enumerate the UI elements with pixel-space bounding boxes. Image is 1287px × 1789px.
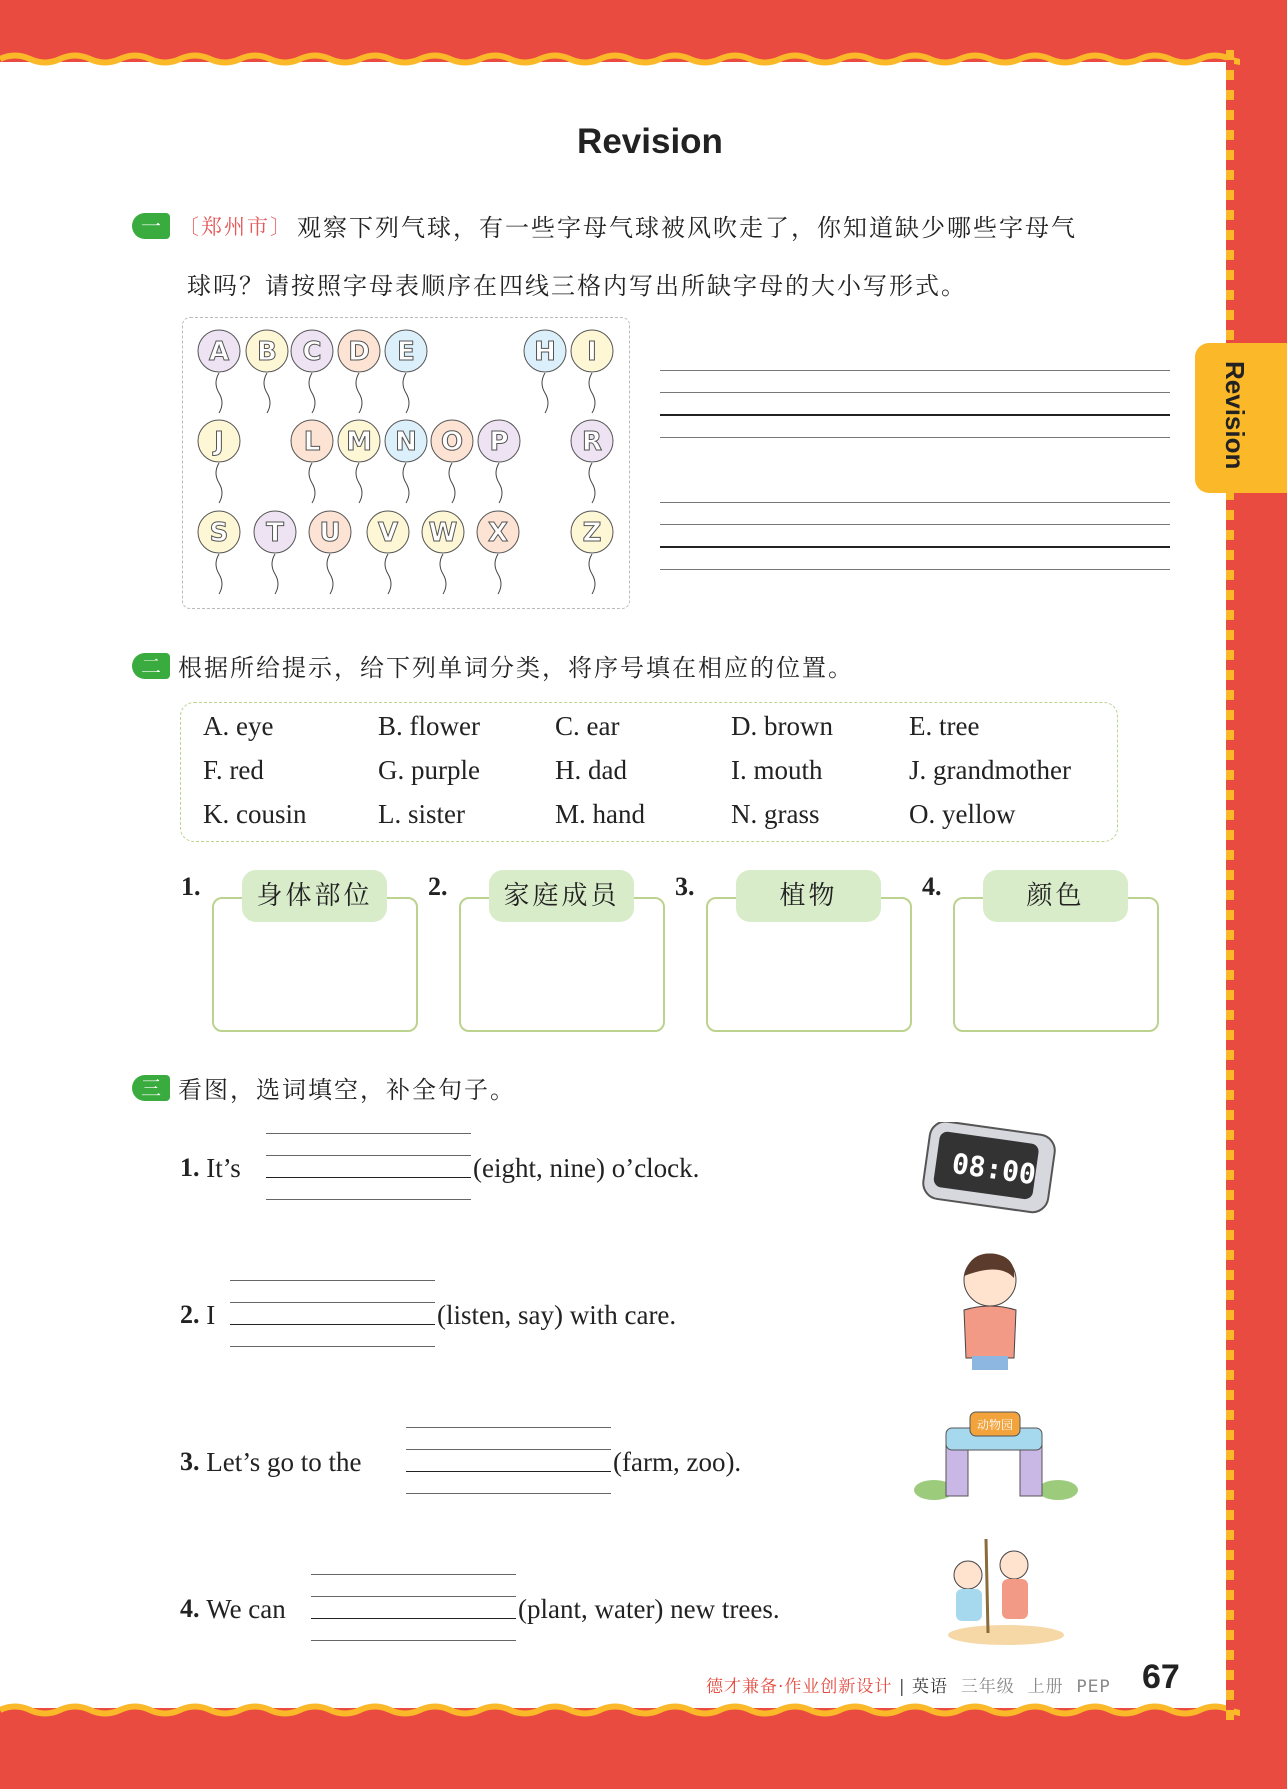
word-item: F. red xyxy=(203,755,264,785)
section-marker: 一 xyxy=(132,213,170,239)
svg-text:C: C xyxy=(302,337,322,367)
word-item: B. flower xyxy=(378,711,480,741)
svg-text:B: B xyxy=(257,337,277,367)
balloon-C xyxy=(291,330,333,413)
answer-blank[interactable] xyxy=(230,1280,435,1346)
balloon-A xyxy=(198,330,240,413)
footer-subject: 英语 xyxy=(911,1677,948,1697)
section3-heading xyxy=(132,1070,516,1105)
word-item: I. mouth xyxy=(731,755,823,785)
footer-sep: | xyxy=(898,1677,906,1697)
category-label: 身体部位 xyxy=(242,870,387,922)
right-wave-border xyxy=(1226,50,1234,1720)
category-label: 家庭成员 xyxy=(489,870,634,922)
page-title: Revision xyxy=(577,122,723,161)
word-item: A. eye xyxy=(203,711,274,741)
balloon-I xyxy=(571,330,613,413)
sentence-3 xyxy=(180,1447,361,1478)
answer-blank[interactable] xyxy=(311,1574,516,1640)
footer-grade: 三年级 xyxy=(960,1677,1015,1697)
word-item: J. grandmother xyxy=(909,755,1071,785)
answer-blank[interactable] xyxy=(266,1133,471,1199)
svg-text:X: X xyxy=(487,518,509,548)
balloon-R xyxy=(571,420,613,503)
svg-text:H: H xyxy=(534,337,556,367)
word-item: G. purple xyxy=(378,755,480,785)
sentence-start: Let’s go to the xyxy=(206,1447,362,1477)
svg-text:A: A xyxy=(208,337,230,367)
instruction-line1: 观察下列气球，有一些字母气球被风吹走了，你知道缺少哪些字母气 xyxy=(297,214,1077,242)
writing-lines-1[interactable] xyxy=(660,370,1170,459)
balloon-P xyxy=(478,420,520,503)
instruction: 根据所给提示，给下列单词分类，将序号填在相应的位置。 xyxy=(178,654,854,682)
word-item: O. yellow xyxy=(909,799,1016,829)
sentence-4 xyxy=(180,1594,286,1625)
svg-text:I: I xyxy=(587,337,597,367)
sentence-end: (listen, say) with care. xyxy=(437,1300,677,1330)
svg-text:S: S xyxy=(209,518,229,548)
balloon-X xyxy=(477,511,519,594)
sentence-start: I xyxy=(206,1300,216,1330)
footer-edition: PEP xyxy=(1076,1677,1111,1697)
sentence-start: We can xyxy=(206,1594,286,1624)
category-number: 2. xyxy=(428,872,448,901)
balloon-L xyxy=(291,420,333,503)
category-number: 4. xyxy=(922,872,942,901)
item-number: 1. xyxy=(180,1153,200,1182)
section-marker: 二 xyxy=(132,653,170,679)
word-item: M. hand xyxy=(555,799,645,829)
word-item: N. grass xyxy=(731,799,820,829)
side-tab-label: Revision xyxy=(1220,361,1250,470)
svg-text:V: V xyxy=(377,518,399,548)
sentence-end: (farm, zoo). xyxy=(613,1447,742,1477)
children-planting-image xyxy=(944,1535,1070,1647)
balloon-Z xyxy=(571,511,613,594)
balloon-S xyxy=(198,511,240,594)
item-number: 4. xyxy=(180,1594,200,1623)
svg-text:R: R xyxy=(581,427,603,457)
svg-text:E: E xyxy=(397,337,415,367)
balloon-O xyxy=(431,420,473,503)
word-item: H. dad xyxy=(555,755,627,785)
svg-text:N: N xyxy=(395,427,417,457)
svg-text:L: L xyxy=(303,427,321,457)
zoo-gate-image xyxy=(912,1410,1078,1502)
balloon-D xyxy=(338,330,380,413)
word-item: L. sister xyxy=(378,799,465,829)
sentence-2 xyxy=(180,1300,215,1331)
bottom-wave-border xyxy=(0,1703,1240,1717)
balloon-V xyxy=(367,511,409,594)
svg-text:U: U xyxy=(319,518,341,548)
svg-text:O: O xyxy=(440,427,464,457)
sentence-start: It’s xyxy=(206,1153,241,1183)
footer xyxy=(706,1672,1111,1697)
balloon-J xyxy=(198,420,240,503)
clock-time: 08:00 xyxy=(949,1146,1038,1192)
balloon-W xyxy=(422,511,464,594)
footer-volume: 上册 xyxy=(1027,1677,1064,1697)
item-number: 2. xyxy=(180,1300,200,1329)
sentence-end: (eight, nine) o’clock. xyxy=(473,1153,700,1183)
balloon-E xyxy=(385,330,427,413)
boy-listening-image xyxy=(950,1248,1030,1372)
instruction-line2: 球吗？请按照字母表顺序在四线三格内写出所缺字母的大小写形式。 xyxy=(187,272,967,300)
word-item: E. tree xyxy=(909,711,980,741)
svg-text:W: W xyxy=(428,518,458,548)
balloon-N xyxy=(385,420,427,503)
item-number: 3. xyxy=(180,1447,200,1476)
category-number: 1. xyxy=(181,872,201,901)
svg-text:D: D xyxy=(348,337,370,367)
balloons xyxy=(0,0,700,620)
word-bank xyxy=(180,702,1118,842)
balloon-H xyxy=(524,330,566,413)
footer-brand: 德才兼备·作业创新设计 xyxy=(706,1677,893,1697)
instruction: 看图，选词填空，补全句子。 xyxy=(178,1076,516,1104)
balloon-U xyxy=(309,511,351,594)
balloon-B xyxy=(246,330,288,413)
side-tab xyxy=(1195,343,1287,493)
category-label: 植物 xyxy=(736,870,881,922)
alarm-clock-image xyxy=(922,1122,1058,1214)
sentence-1 xyxy=(180,1153,241,1184)
svg-text:M: M xyxy=(346,427,372,457)
svg-text:Z: Z xyxy=(582,518,602,548)
section-marker: 三 xyxy=(132,1075,170,1101)
svg-text:J: J xyxy=(214,427,224,457)
section2-heading xyxy=(132,648,854,683)
category-number: 3. xyxy=(675,872,695,901)
writing-lines-2[interactable] xyxy=(660,502,1170,591)
svg-text:P: P xyxy=(489,427,509,457)
balloon-T xyxy=(254,511,296,594)
word-item: K. cousin xyxy=(203,799,307,829)
sentence-end: (plant, water) new trees. xyxy=(518,1594,780,1624)
word-item: C. ear xyxy=(555,711,620,741)
answer-blank[interactable] xyxy=(406,1427,611,1493)
region-tag: 〔郑州市〕 xyxy=(178,214,293,239)
page-number: 67 xyxy=(1142,1658,1180,1696)
balloon-M xyxy=(338,420,380,503)
zoo-sign: 动物园 xyxy=(976,1418,1014,1432)
category-label: 颜色 xyxy=(983,870,1128,922)
svg-text:T: T xyxy=(266,518,284,548)
word-item: D. brown xyxy=(731,711,833,741)
